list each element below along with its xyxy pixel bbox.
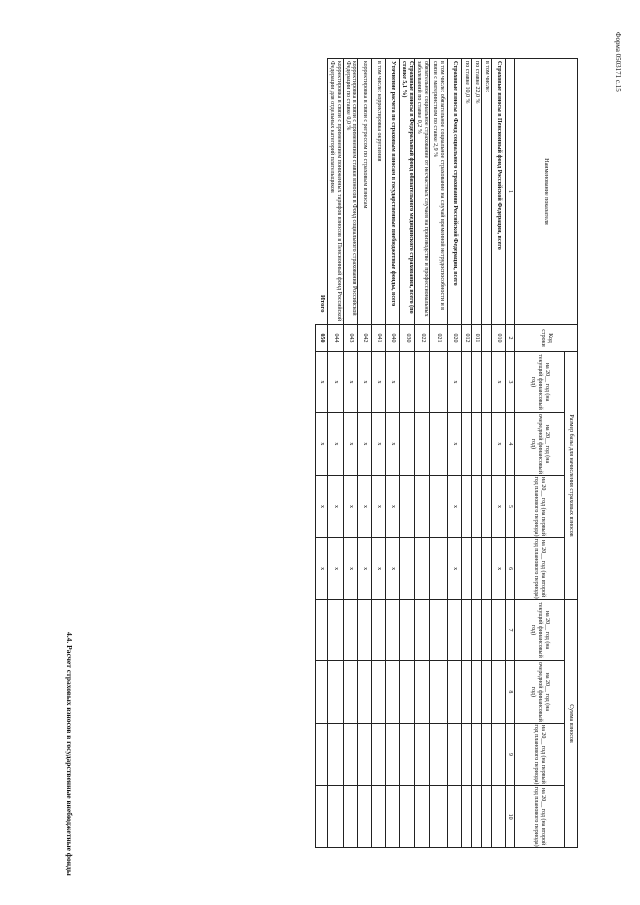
data-cell[interactable] xyxy=(386,661,400,724)
total-cell[interactable]: x xyxy=(315,413,327,476)
data-cell[interactable] xyxy=(472,786,482,848)
col-num-3: 3 xyxy=(506,352,515,413)
row-label: корректировка в связи с применением ставки взносов в Фонд социального страхования Российской Федерации по ставке 0,0 % xyxy=(343,59,358,325)
data-cell[interactable] xyxy=(472,475,482,537)
table-row xyxy=(386,59,400,848)
data-cell[interactable] xyxy=(400,475,415,537)
data-cell[interactable] xyxy=(415,475,430,537)
data-cell[interactable] xyxy=(372,661,386,724)
row-code: 011 xyxy=(472,325,482,352)
row-label: в том числе: корректировка округления xyxy=(372,59,386,325)
data-cell[interactable] xyxy=(492,723,506,785)
data-cell[interactable] xyxy=(430,786,448,848)
table-row xyxy=(372,59,386,848)
row-code: 012 xyxy=(462,325,472,352)
row-code: 043 xyxy=(343,325,358,352)
data-cell[interactable]: x xyxy=(372,475,386,537)
data-cell[interactable] xyxy=(415,599,430,660)
row-code: 020 xyxy=(448,325,462,352)
section-title: 4.4. Расчет страховых взносов в государственные внебюджетные фонды xyxy=(65,632,74,876)
name-header: Наименование показателя xyxy=(515,59,578,325)
table-row xyxy=(430,59,448,848)
total-cell[interactable] xyxy=(315,723,327,785)
data-cell[interactable]: x xyxy=(343,475,358,537)
data-cell[interactable] xyxy=(462,599,472,660)
data-cell[interactable] xyxy=(482,475,492,537)
data-cell[interactable] xyxy=(462,661,472,724)
row-label: Страховые взносы в Пенсионный фонд Российской Федерации, всего xyxy=(492,59,506,325)
data-cell[interactable] xyxy=(400,661,415,724)
column-number-row xyxy=(506,59,515,848)
data-cell[interactable] xyxy=(472,723,482,785)
col-num-6: 6 xyxy=(506,538,515,600)
table-row xyxy=(358,59,372,848)
data-cell[interactable] xyxy=(343,786,358,848)
row-label: в том числе: обязательное социальное страхование на случай временной нетрудоспособности и в связи с материнством по ставке 2,9 % xyxy=(430,59,448,325)
data-cell[interactable] xyxy=(462,413,472,476)
data-cell[interactable] xyxy=(430,352,448,413)
table-row xyxy=(448,59,462,848)
data-cell[interactable] xyxy=(415,786,430,848)
data-cell[interactable] xyxy=(343,661,358,724)
data-cell[interactable]: x xyxy=(358,538,372,600)
data-cell[interactable] xyxy=(415,352,430,413)
data-cell[interactable]: x xyxy=(448,475,462,537)
data-cell[interactable]: x xyxy=(372,413,386,476)
data-cell[interactable]: x xyxy=(386,475,400,537)
data-cell[interactable]: x xyxy=(492,538,506,600)
total-code: 050 xyxy=(315,325,327,352)
group-header-row xyxy=(565,59,578,848)
data-cell[interactable] xyxy=(372,599,386,660)
rate-second-header: на 20__ год (на второй год планового периода) xyxy=(515,538,565,600)
total-cell[interactable] xyxy=(315,661,327,724)
total-cell[interactable]: x xyxy=(315,538,327,600)
data-cell[interactable] xyxy=(430,413,448,476)
table-row xyxy=(472,59,482,848)
table-row xyxy=(400,59,415,848)
rate-first-header: на 20__ год (на первый год планового периода) xyxy=(515,475,565,537)
data-cell[interactable] xyxy=(372,723,386,785)
table-row xyxy=(492,59,506,848)
row-code: 010 xyxy=(492,325,506,352)
data-cell[interactable] xyxy=(430,661,448,724)
col-num-8: 8 xyxy=(506,661,515,724)
total-cell[interactable]: x xyxy=(315,475,327,537)
data-cell[interactable] xyxy=(327,599,343,660)
data-cell[interactable] xyxy=(343,723,358,785)
data-cell[interactable] xyxy=(415,413,430,476)
data-cell[interactable] xyxy=(430,599,448,660)
total-cell[interactable] xyxy=(315,599,327,660)
code-header: Код строки xyxy=(515,325,578,352)
data-cell[interactable]: x xyxy=(448,413,462,476)
data-cell[interactable]: x xyxy=(327,352,343,413)
total-cell[interactable]: x xyxy=(315,352,327,413)
data-cell[interactable] xyxy=(430,538,448,600)
data-cell[interactable]: x xyxy=(327,413,343,476)
data-cell[interactable] xyxy=(492,599,506,660)
data-cell[interactable] xyxy=(386,599,400,660)
data-cell[interactable] xyxy=(482,723,492,785)
data-cell[interactable] xyxy=(472,352,482,413)
data-cell[interactable] xyxy=(400,538,415,600)
data-cell[interactable] xyxy=(482,786,492,848)
table-row xyxy=(343,59,358,848)
row-label: корректировка в связи с регрессом по страховым взносам xyxy=(358,59,372,325)
row-code: 022 xyxy=(415,325,430,352)
data-cell[interactable]: x xyxy=(372,538,386,600)
data-cell[interactable] xyxy=(430,723,448,785)
row-code: 030 xyxy=(400,325,415,352)
contributions-table xyxy=(315,58,578,848)
data-cell[interactable] xyxy=(472,538,482,600)
row-code: 042 xyxy=(358,325,372,352)
data-cell[interactable] xyxy=(415,723,430,785)
data-cell[interactable]: x xyxy=(343,538,358,600)
data-cell[interactable] xyxy=(358,723,372,785)
data-cell[interactable] xyxy=(327,786,343,848)
col-num-2: 2 xyxy=(506,325,515,352)
data-cell[interactable] xyxy=(386,786,400,848)
data-cell[interactable]: x xyxy=(358,352,372,413)
row-code: 044 xyxy=(327,325,343,352)
form-number: Форма 0503171 с.15 xyxy=(614,32,622,92)
data-cell[interactable] xyxy=(482,413,492,476)
data-cell[interactable] xyxy=(462,786,472,848)
data-cell[interactable]: x xyxy=(343,413,358,476)
col-num-10: 10 xyxy=(506,786,515,848)
data-cell[interactable]: x xyxy=(448,538,462,600)
total-spacer xyxy=(315,59,327,325)
total-cell[interactable] xyxy=(315,786,327,848)
data-cell[interactable] xyxy=(327,661,343,724)
rate-current-header: на 20__ год (на текущий финансовый год) xyxy=(515,352,565,413)
data-cell[interactable]: x xyxy=(492,475,506,537)
data-cell[interactable] xyxy=(472,599,482,660)
total-label: Итого xyxy=(319,295,326,313)
row-code: 041 xyxy=(372,325,386,352)
sum-next-header: на 20__ год (на очередной финансовый год) xyxy=(515,661,565,724)
data-cell[interactable] xyxy=(482,661,492,724)
data-cell[interactable] xyxy=(482,599,492,660)
sum-current-header: на 20__ год (на текущий финансовый год) xyxy=(515,599,565,660)
data-cell[interactable]: x xyxy=(386,538,400,600)
data-cell[interactable] xyxy=(492,786,506,848)
data-cell[interactable] xyxy=(327,723,343,785)
table-body xyxy=(315,59,505,848)
data-cell[interactable] xyxy=(462,538,472,600)
row-label: по ставке 22,0 % xyxy=(472,59,482,325)
table-row xyxy=(327,59,343,848)
data-cell[interactable] xyxy=(358,661,372,724)
data-cell[interactable] xyxy=(448,599,462,660)
col-num-9: 9 xyxy=(506,723,515,785)
data-cell[interactable] xyxy=(448,661,462,724)
data-cell[interactable]: x xyxy=(358,413,372,476)
data-cell[interactable]: x xyxy=(448,352,462,413)
table-row xyxy=(462,59,472,848)
rate-group-header: Размер базы для начисления страховых взносов xyxy=(565,352,578,600)
data-cell[interactable] xyxy=(482,538,492,600)
row-label: Уточнение расчета по страховым взносам в государственные внебюджетные фонды, всего xyxy=(386,59,400,325)
data-cell[interactable] xyxy=(415,538,430,600)
row-label: корректировка в связи с применением пониженных тарифов взносов в Пенсионный фонд Российской Федерации для отдельных категорий плательщиков xyxy=(327,59,343,325)
data-cell[interactable]: x xyxy=(327,475,343,537)
row-label: обязательное социальное страхование от несчастных случаев на производстве и профессиональных заболеваний по ставке 0,2 % xyxy=(415,59,430,325)
data-cell[interactable] xyxy=(448,786,462,848)
row-label: в том числе: xyxy=(482,59,492,325)
data-cell[interactable]: x xyxy=(386,352,400,413)
data-cell[interactable]: x xyxy=(386,413,400,476)
data-cell[interactable] xyxy=(430,475,448,537)
row-code xyxy=(482,325,492,352)
data-cell[interactable] xyxy=(492,661,506,724)
col-num-7: 7 xyxy=(506,599,515,660)
data-cell[interactable]: x xyxy=(372,352,386,413)
data-cell[interactable] xyxy=(472,413,482,476)
data-cell[interactable] xyxy=(472,661,482,724)
rate-next-header: на 20__ год (на очередной финансовый год) xyxy=(515,413,565,476)
row-label: по ставке 10,0 % xyxy=(462,59,472,325)
row-label: Страховые взносы в Фонд социального страхования Российской Федерации, всего xyxy=(448,59,462,325)
col-num-4: 4 xyxy=(506,413,515,476)
row-code: 040 xyxy=(386,325,400,352)
sum-second-header: на 20__ год (на второй год планового периода) xyxy=(515,786,565,848)
data-cell[interactable]: x xyxy=(358,475,372,537)
total-row xyxy=(315,59,327,848)
col-num-1: 1 xyxy=(506,59,515,325)
data-cell[interactable] xyxy=(400,413,415,476)
table-row xyxy=(415,59,430,848)
data-cell[interactable] xyxy=(372,786,386,848)
data-cell[interactable] xyxy=(415,661,430,724)
sum-first-header: на 20__ год (на первый год планового периода) xyxy=(515,723,565,785)
data-cell[interactable] xyxy=(386,723,400,785)
data-cell[interactable] xyxy=(358,599,372,660)
table-row xyxy=(482,59,492,848)
sum-group-header: Сумма взносов xyxy=(565,599,578,847)
col-num-5: 5 xyxy=(506,475,515,537)
data-cell[interactable] xyxy=(400,352,415,413)
row-code: 021 xyxy=(430,325,448,352)
data-cell[interactable] xyxy=(462,352,472,413)
data-cell[interactable]: x xyxy=(492,413,506,476)
data-cell[interactable] xyxy=(400,599,415,660)
data-cell[interactable] xyxy=(448,723,462,785)
data-cell[interactable] xyxy=(358,786,372,848)
data-cell[interactable] xyxy=(400,723,415,785)
data-cell[interactable]: x xyxy=(343,352,358,413)
data-cell[interactable] xyxy=(482,352,492,413)
data-cell[interactable] xyxy=(462,475,472,537)
data-cell[interactable] xyxy=(343,599,358,660)
data-cell[interactable]: x xyxy=(327,538,343,600)
data-cell[interactable]: x xyxy=(492,352,506,413)
row-label: Страховые взносы в Федеральный фонд обязательного медицинского страхования, всего (по ставке 5,1 %) xyxy=(400,59,415,325)
data-cell[interactable] xyxy=(400,786,415,848)
data-cell[interactable] xyxy=(462,723,472,785)
